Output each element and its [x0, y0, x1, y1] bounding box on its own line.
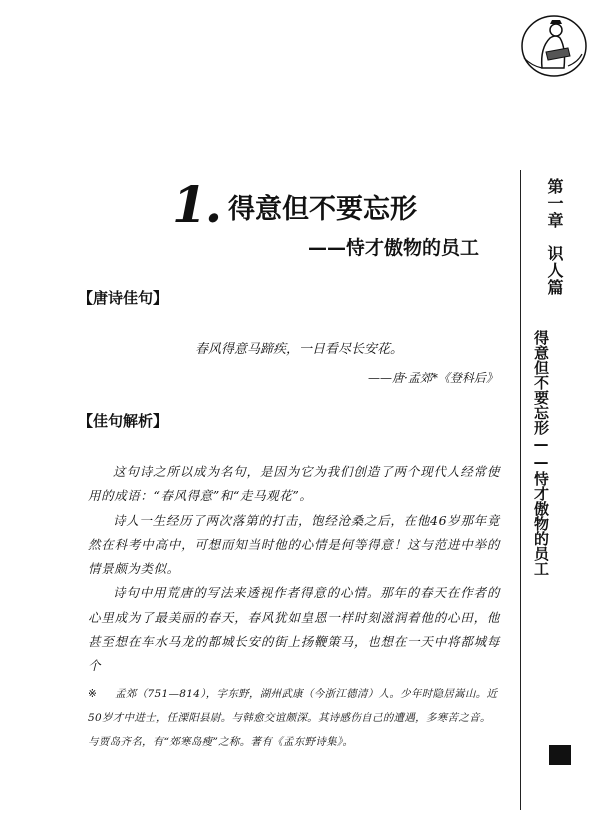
poem-line: 春风得意马蹄疾，一日看尽长安花。: [195, 342, 404, 357]
footnote: [88, 682, 500, 754]
body-paragraph: 这句诗之所以成为名句，是因为它为我们创造了两个现代人经常使用的成语：“春风得意”和“走马观花”。: [88, 464, 500, 504]
chapter-number: 1.: [172, 175, 221, 234]
section-heading-analysis: 【佳句解析】: [78, 412, 169, 430]
section-heading-poem: 【唐诗佳句】: [78, 289, 169, 307]
page-tab-marker: [549, 745, 571, 765]
body-paragraph: 诗人一生经历了两次落第的打击，饱经沧桑之后，在他46岁那年竟然在科考中高中，可想而知当时他的心情是何等得意！这与范进中举的情景颇为类似。: [88, 512, 500, 577]
poem-source: ——唐·孟郊*《登科后》: [368, 371, 498, 385]
footnote-mark: ※: [88, 688, 98, 700]
sidebar-topic: 得意但不要忘形——恃才傲物的员工: [532, 330, 550, 576]
scholar-logo-icon: [512, 8, 592, 82]
body-paragraph: 诗句中用荒唐的写法来透视作者得意的心情。那年的春天在作者的心里成为了最美丽的春天，春风犹如皇恩一样时刻滋润着他的心田，他甚至想在车水马龙的都城长安的街上扬鞭策马，也想在一天中将都城每个: [88, 585, 500, 674]
chapter-title: 得意但不要忘形: [228, 194, 417, 225]
sidebar-chapter-name: 识人篇: [545, 245, 564, 296]
footnote-text: 孟郊（751—814），字东野，湖州武康（今浙江德清）人。少年时隐居嵩山。近50岁才中进士，任溧阳县尉。与韩愈交谊颇深。其诗感伤自己的遭遇，多寒苦之音。与贾岛齐名，有“郊寒岛瘦”之称。著有《孟东野诗集》。: [88, 688, 498, 748]
margin-rule: [520, 170, 521, 810]
analysis-body: [88, 460, 500, 679]
sidebar-chapter: [546, 178, 562, 296]
sidebar-chapter-label: 第一章: [545, 178, 564, 229]
chapter-subtitle: ——恃才傲物的员工: [308, 237, 480, 259]
